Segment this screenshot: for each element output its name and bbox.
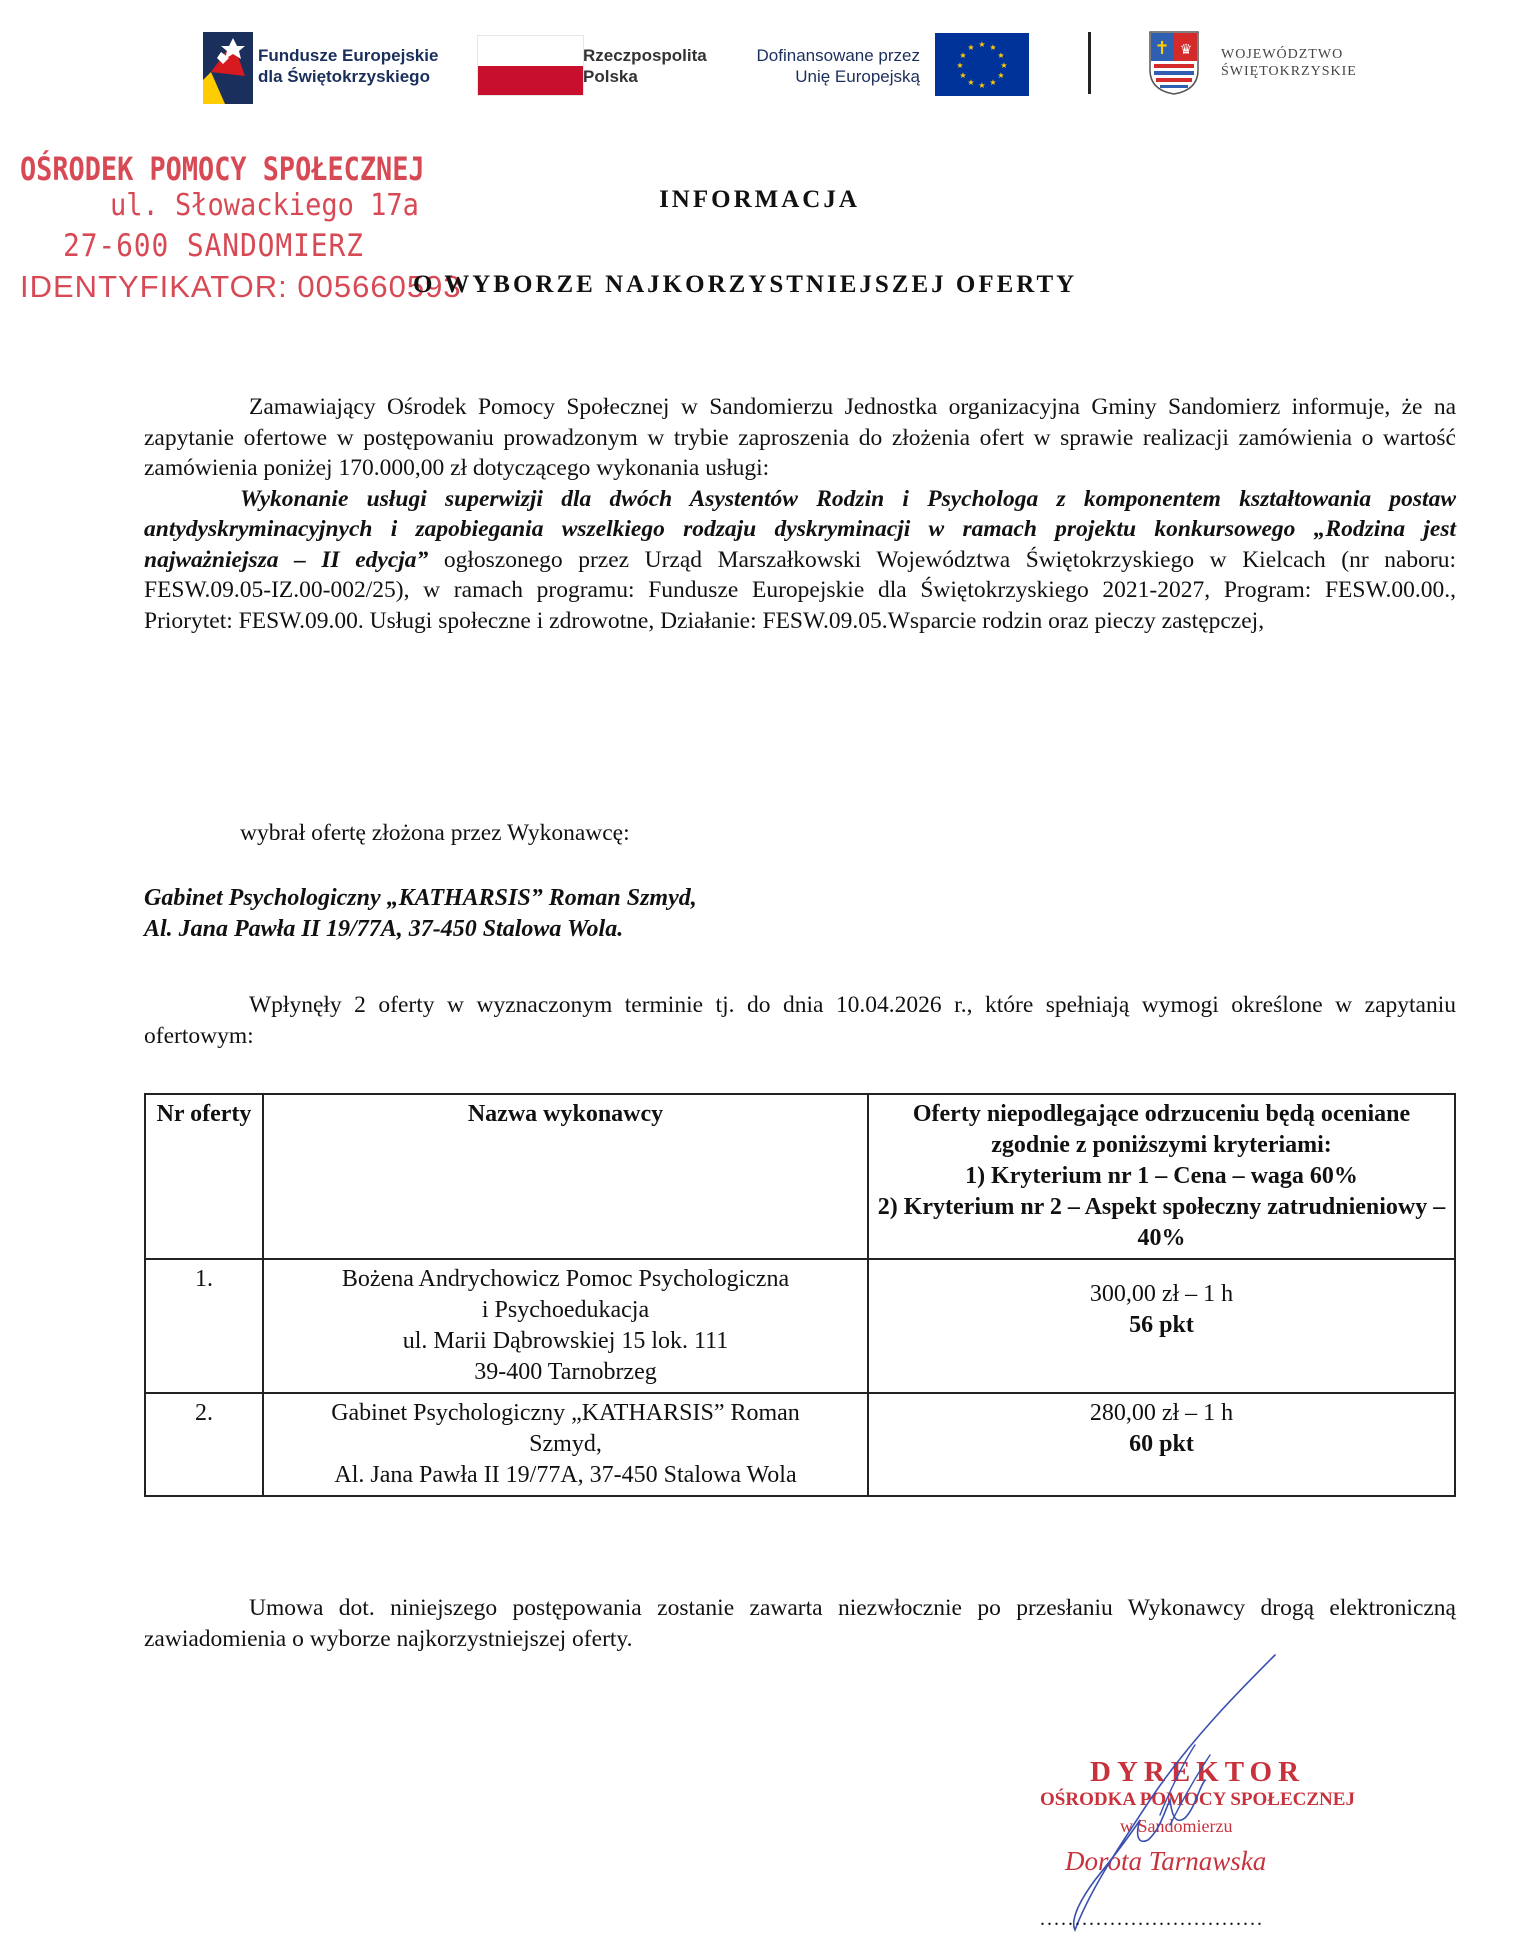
table-header-row (145, 1094, 1455, 1259)
row1-name-line3: ul. Marii Dąbrowskiej 15 lok. 111 (402, 1328, 729, 1354)
table-row (145, 1393, 1455, 1496)
svg-text:★: ★ (956, 61, 964, 70)
svg-text:★: ★ (959, 51, 967, 60)
closing-text: Umowa dot. niniejszego postępowania zostanie zawarta niezwłocznie po przesłaniu Wykonawcy drogą elektroniczną zawiadomienia o wyborze najkorzystniejszej oferty. (144, 1595, 1456, 1652)
svg-text:★: ★ (967, 43, 975, 52)
rp-text (583, 45, 707, 87)
row1-name-line4: 39-400 Tarnobrzeg (474, 1359, 657, 1385)
fe-logo-line2: dla Świętokrzyskiego (258, 67, 430, 86)
stamp-line4: IDENTYFIKATOR: 005660593 (20, 269, 462, 304)
offers-table (144, 1093, 1456, 1497)
svg-text:★: ★ (997, 71, 1005, 80)
fe-logo-line1: Fundusze Europejskie (258, 46, 439, 65)
service-paragraph (144, 484, 1456, 637)
coat-of-arms-icon (1148, 30, 1200, 96)
row1-price: 300,00 zł – 1 h (1089, 1281, 1234, 1307)
selected-offer-text: wybrał ofertę złożona przez Wykonawcę: (240, 820, 630, 846)
intro-paragraph: Zamawiający Ośrodek Pomocy Społecznej w Sandomierzu Jednostka organizacyjna Gminy Sandomierz informuje, że na zapytanie ofertowe w postępowaniu prowadzonym w trybie zaproszenia do złożenia ofert w sprawie realizacji zamówienia o wartość zamówienia poniżej 170.000,00 zł dotyczącego wykonania usługi: (144, 394, 1456, 481)
director-name: Dorota Tarnawska (1065, 1846, 1267, 1876)
criteria-2: 2) Kryterium nr 2 – Aspekt społeczny zatrudnieniowy – 40% (877, 1194, 1446, 1251)
eu-flag-icon (935, 33, 1029, 96)
fe-logo-text (258, 45, 438, 87)
body-paragraphs (144, 392, 1456, 636)
signature-line: ................................ (1040, 1908, 1264, 1930)
row2-name-line1: Gabinet Psychologiczny „KATHARSIS” Roman (331, 1400, 800, 1426)
handwritten-signature-icon (1020, 1650, 1300, 1940)
row1-name-line1: Bożena Andrychowicz Pomoc Psychologiczna (341, 1266, 790, 1292)
woj-line2: ŚWIĘTOKRZYSKIE (1221, 64, 1357, 79)
service-title: Wykonanie usługi superwizji dla dwóch Asystentów Rodzin i Psychologa z komponentem kształtowania postaw antydyskryminacyjnych i zapobiegania wszelkiego rodzaju dyskryminacji w ramach projektu konkursowego „Rodzina jest najważniejsza – II edycja” (144, 485, 1456, 573)
svg-text:★: ★ (967, 78, 975, 87)
service-details: ogłoszonego przez Urząd Marszałkowski Województwa Świętokrzyskiego w Kielcach (nr naboru: FESW.09.05-IZ.00-002/25), w ramach programu: Fundusze Europejskie dla Świętokrzyskiego 2021-2027, Program: FESW.00.00., Priorytet: FESW.09.00. Usługi społeczne i zdrowotne, Działanie: FESW.09.05.Wsparcie rodzin oraz pieczy zastępczej, (144, 546, 1456, 634)
row-name (263, 1259, 868, 1393)
offers-paragraph (144, 990, 1456, 1052)
director-office: OŚRODKA POMOCY SPOŁECZNEJ (1040, 1789, 1355, 1810)
director-title: DYREKTOR (1090, 1756, 1306, 1788)
row2-points: 60 pkt (1129, 1431, 1194, 1457)
woj-line1: WOJEWÓDZTWO (1221, 47, 1344, 62)
header-logos (0, 0, 1519, 110)
criteria-1: 1) Kryterium nr 1 – Cena – waga 60% (965, 1163, 1358, 1189)
row1-points: 56 pkt (1129, 1312, 1194, 1338)
svg-text:✝: ✝ (1154, 38, 1170, 59)
stamp-line2: ul. Słowackiego 17a (110, 188, 419, 223)
page-subtitle: O WYBORZE NAJKORZYSTNIEJSZEJ OFERTY (413, 271, 1078, 298)
page-title: INFORMACJA (659, 186, 860, 213)
fundusze-europejskie-logo-icon (203, 32, 253, 104)
row2-price: 280,00 zł – 1 h (1089, 1400, 1234, 1426)
contractor-address: Al. Jana Pawła II 19/77A, 37-450 Stalowa Wola. (144, 916, 624, 942)
stamp-line3: 27-600 SANDOMIERZ (63, 228, 364, 264)
contractor-name: Gabinet Psychologiczny „KATHARSIS” Roman Szmyd, (144, 885, 697, 911)
svg-text:★: ★ (997, 51, 1005, 60)
svg-text:★: ★ (978, 81, 986, 90)
svg-text:★: ★ (978, 40, 986, 49)
criteria-intro: Oferty niepodlegające odrzuceniu będą oceniane zgodnie z poniższymi kryteriami: (912, 1101, 1411, 1158)
svg-text:★: ★ (959, 71, 967, 80)
svg-text:♛: ♛ (1179, 42, 1193, 58)
svg-text:★: ★ (1000, 61, 1008, 70)
row-score (868, 1259, 1455, 1393)
row2-name-line2: Szmyd, (529, 1431, 602, 1457)
stamp-line1: OŚRODEK POMOCY SPOŁECZNEJ (20, 150, 425, 188)
closing-paragraph (144, 1593, 1456, 1655)
offers-text: Wpłynęły 2 oferty w wyznaczonym terminie tj. do dnia 10.04.2026 r., które spełniają wymogi określone w zapytaniu ofertowym: (144, 992, 1456, 1049)
ue-line1: Dofinansowane przez (756, 46, 920, 65)
row-nr: 1. (145, 1259, 263, 1393)
row1-name-line2: i Psychoedukacja (481, 1297, 650, 1323)
svg-text:★: ★ (989, 78, 997, 87)
row2-name-line3: Al. Jana Pawła II 19/77A, 37-450 Stalowa Wola (334, 1462, 797, 1488)
header-name: Nazwa wykonawcy (263, 1094, 868, 1259)
woj-text (1221, 46, 1357, 80)
row-name (263, 1393, 868, 1496)
row-nr: 2. (145, 1393, 263, 1496)
table-row (145, 1259, 1455, 1393)
selected-contractor (144, 883, 697, 945)
svg-text:★: ★ (989, 43, 997, 52)
header-separator (1088, 32, 1091, 94)
header-criteria (868, 1094, 1455, 1259)
polish-flag-icon (477, 35, 584, 96)
rp-line1: Rzeczpospolita (583, 46, 707, 65)
row-score (868, 1393, 1455, 1496)
header-nr: Nr oferty (145, 1094, 263, 1259)
ue-text (720, 45, 920, 87)
ue-line2: Unię Europejską (795, 67, 920, 86)
director-city: w Sandomierzu (1120, 1816, 1233, 1836)
rp-line2: Polska (583, 67, 638, 86)
